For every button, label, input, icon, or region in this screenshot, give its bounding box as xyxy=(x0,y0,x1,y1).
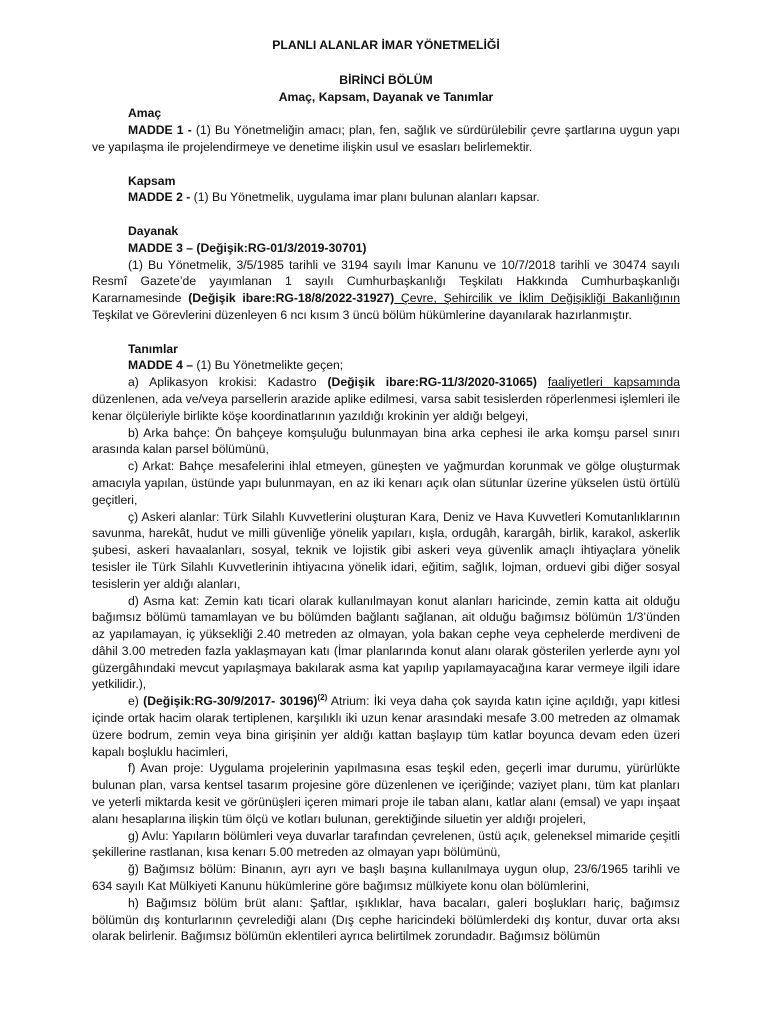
amendment-note: (Değişik:RG-30/9/2017- 30196) xyxy=(143,694,318,709)
article-text: (1) Bu Yönetmeliğin amacı; plan, fen, sağlık ve sürdürülebilir çevre şartlarına uygun yapı ve yapılaşma ile projelendirmeye ve denetime ilişkin usul ve esasları belirlemektir. xyxy=(92,123,681,154)
spacer xyxy=(92,206,680,223)
definition-gg: ğ) Bağımsız bölüm: Binanın, ayrı ayrı ve başlı başına kullanılmaya uygun olup, 23/6/1965 tarihli ve 634 sayılı Kat Mülkiyeti Kanunu hükümlerine göre bağımsız mülkiyete konu olan bölümlerini, xyxy=(92,862,680,894)
definition-e xyxy=(92,693,680,760)
definition-c: c) Arkat: Bahçe mesafelerini ihlal etmeyen, güneşten ve yağmurdan korunmak ve gölge oluşturmak amacıyla yapılan, üstünde yapı bulunmayan, en az iki kenarı açık olan sütunlar üzerine yükselen üstü örtülü geçitleri, xyxy=(92,459,680,507)
definition-f: f) Avan proje: Uygulama projelerinin yapılmasına esas teşkil eden, geçerli imar durumu, yürürlükte bulunan plan, varsa kentsel tasarım projesine göre düzenlenen ve içeriğinde; vaziyet planı, tüm kat planları ve yeterli miktarda kesit ve görünüşleri içeren mimari proje ile taban alanı, katlar alanı (emsal) ve yapı inşaat alanı hesaplarına ilişkin tüm ölçü ve kotları bulunan, gerektiğinde siluetin yer aldığı projeleri, xyxy=(92,761,680,826)
paragraph-text: (1) Bu Yönetmelik, 3/5/1985 tarihli ve 3194 sayılı İmar Kanunu ve 10/7/2018 tarihli ve 30474 sayılı Resmî Gazete’de yayımlanan 1 sayılı Cumhurbaşkanlığı Teşkilatı Hakkında Cumhurbaşkanlığı Kararnamesinde xyxy=(92,257,680,306)
part-subtitle: Amaç, Kapsam, Dayanak ve Tanımlar xyxy=(278,89,494,104)
amended-text: faaliyetleri kapsamında xyxy=(547,375,680,390)
spacer xyxy=(92,156,680,173)
article-3-label: MADDE 3 – (Değişik:RG-01/3/2019-30701) xyxy=(128,240,367,255)
article-2 xyxy=(92,189,680,206)
article-label: MADDE 1 - xyxy=(128,123,192,138)
paragraph-text: Teşkilat ve Görevlerini düzenleyen 6 ncı kısım 3 üncü bölüm hükümlerine dayanılarak hazırlanmıştır. xyxy=(92,307,632,322)
definition-text: a) Aplikasyon krokisi: Kadastro xyxy=(128,375,328,390)
section-heading-kapsam: Kapsam xyxy=(128,173,176,188)
article-text: (1) Bu Yönetmelikte geçen; xyxy=(193,358,344,373)
definition-h: h) Bağımsız bölüm brüt alanı: Şaftlar, ışıklıklar, hava bacaları, galeri boşlukları hariç, bağımsız bölümün dış konturlarının çevrelediği alanı (Dış cephe haricindeki bölümlerdeki dış kontur, duvar orta aksı olarak belirlenir. Bağımsız bölümün eklentileri ayrıca belirtilmek zorundadır. Bağımsız bölümün xyxy=(92,895,680,944)
article-text: (1) Bu Yönetmelik, uygulama imar planı bulunan alanları kapsar. xyxy=(190,190,540,205)
section-heading-tanimlar: Tanımlar xyxy=(128,341,178,356)
section-heading-amac: Amaç xyxy=(128,106,162,121)
article-label: MADDE 2 - xyxy=(128,190,191,205)
article-4 xyxy=(92,357,680,374)
amendment-note: (Değişik ibare:RG-18/8/2022-31927) xyxy=(188,291,395,306)
spacer xyxy=(92,324,680,341)
amended-text: Çevre, Şehircilik ve İklim Değişikliği Bakanlığının xyxy=(394,291,681,306)
definition-cc: ç) Askeri alanlar: Türk Silahlı Kuvvetlerini oluşturan Kara, Deniz ve Hava Kuvvetleri Komutanlıklarının savunma, harekât, hudut ve milli güvenliğe yönelik yapıları, kışla, ordugâh, karargâh, birlik, karakol, askerlik şubesi, askeri havaalanları, sosyal, teknik ve lojistik gibi askeri veya güvenlik amaçlı ihtiyaçlara yönelik tesisler ile Türk Silahlı Kuvvetlerinin ihtiyacına yönelik idari, eğitim, sağlık, lojman, orduevi gibi diğer sosyal tesislerin yer aldığı alanları, xyxy=(92,509,680,591)
amendment-note: (Değişik ibare:RG-11/3/2020-31065) xyxy=(327,375,537,390)
document-title: PLANLI ALANLAR İMAR YÖNETMELİĞİ xyxy=(272,38,500,52)
definition-text: Atrium: İki veya daha çok sayıda katın içine açıldığı, yapı kitlesi içinde ortak hacim olarak tertiplenen, karşılıklı iki uzun kenar arasındaki mesafe 3.00 metreden az olmamak üzere bodrum, zemin veya bina girişinin yer aldığı kattan başlayıp tüm katlar boyunca devam eden üzeri kapalı boşluklu hacimleri, xyxy=(92,694,680,759)
part-heading: BİRİNCİ BÖLÜM xyxy=(339,72,433,87)
article-3-paragraph xyxy=(92,257,680,324)
section-heading-dayanak: Dayanak xyxy=(128,223,179,238)
definition-text: e) xyxy=(128,694,144,709)
definition-a xyxy=(92,374,680,424)
footnote-ref: (2) xyxy=(317,693,328,703)
definition-g: g) Avlu: Yapıların bölümleri veya duvarlar tarafından çevrelenen, üstü açık, geleneksel mimaride çeşitli şekillerine rastlanan, kısa kenarı 5.00 metreden az olmayan yapı bölümünü, xyxy=(92,828,680,860)
definition-text: düzenlenen, ada ve/veya parsellerin arazide aplike edilmesi, varsa sabit tesislerden röperlenmesi işlemleri ile kenar ölçüleriyle birlikte köşe koordinatlarının yazıldığı krokinin yer aldığı belgeyi, xyxy=(92,391,680,423)
article-label: MADDE 4 – xyxy=(128,358,194,373)
definition-b: b) Arka bahçe: Ön bahçeye komşuluğu bulunmayan bina arka cephesi ile arka komşu parsel sınırı arasında kalan parsel bölümünü, xyxy=(92,425,680,457)
definition-d: d) Asma kat: Zemin katı ticari olarak kullanılmayan konut alanları haricinde, zemin katta ait olduğu bağımsız bölümü tamamlayan ve bu bölümden bağlantı sağlanan, ait olduğu bağımsız bölümün 1/3’ünden az yapılamayan, iç yüksekliği 2.40 metreden az olmayan, yola bakan cephe veya cephelerde merdiveni de dâhil 3.00 metreden fazla yaklaşmayan katı (İmar planlarında konut alanı olarak gösterilen yerlerde aynı yol güzergâhındaki mevcut yapılaşmaya bakılarak asma kat yapılıp yapılamayacağına karar vermeye ilgili idare yetkilidir.), xyxy=(92,593,680,692)
article-1 xyxy=(92,122,680,156)
